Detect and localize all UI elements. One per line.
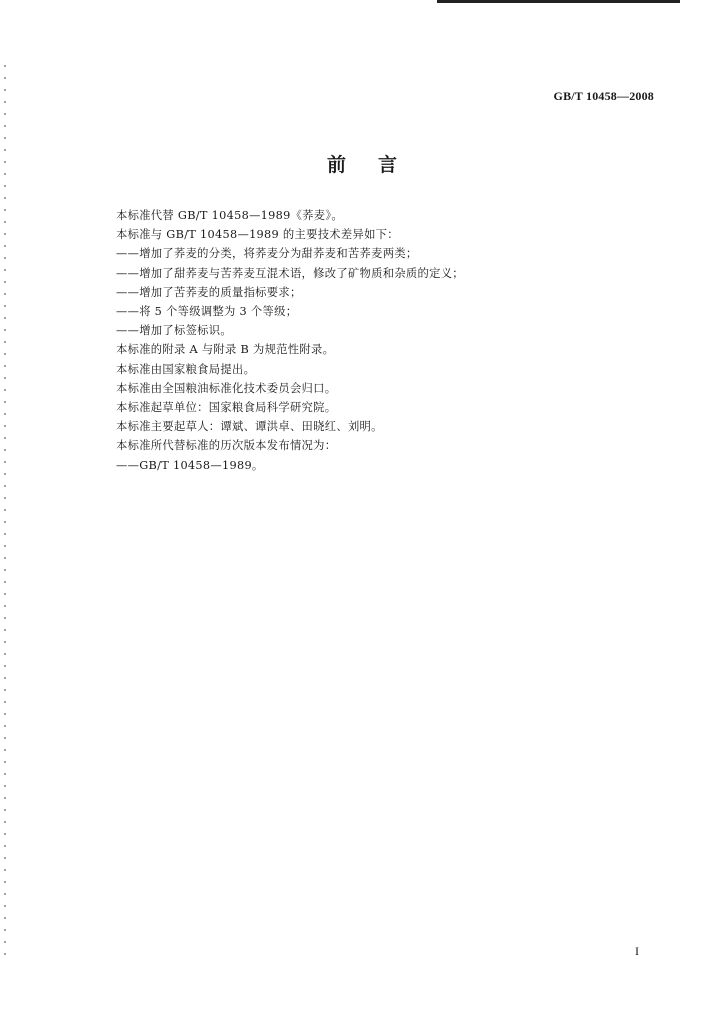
title-char-2: 言 — [378, 154, 398, 176]
list-item-labeling: ——增加了标签标识。 — [116, 324, 232, 338]
list-item-classification: ——增加了荞麦的分类，将荞麦分为甜荞麦和苦荞麦两类； — [116, 247, 418, 261]
list-item-terms: ——增加了甜荞麦与苦荞麦互混术语，修改了矿物质和杂质的定义； — [116, 266, 464, 280]
standard-number: GB/T 10458—2008 — [553, 89, 654, 103]
paragraph-drafters: 本标准主要起草人：谭斌、谭洪卓、田晓红、刘明。 — [116, 420, 383, 434]
list-item-quality: ——增加了苦荞麦的质量指标要求； — [116, 285, 302, 299]
title-char-1: 前 — [326, 154, 346, 176]
list-item-history: ——GB/T 10458—1989。 — [116, 458, 264, 472]
paragraph-under-jurisdiction: 本标准由全国粮油标准化技术委员会归口。 — [116, 381, 337, 395]
paragraph-replaces: 本标准代替 GB/T 10458—1989《荞麦》。 — [116, 209, 343, 222]
binding-dots — [4, 60, 6, 960]
paragraph-proposed-by: 本标准由国家粮食局提出。 — [116, 362, 256, 376]
page-number: I — [635, 944, 639, 958]
list-item-grades: ——将 5 个等级调整为 3 个等级； — [116, 305, 298, 319]
page-title — [0, 150, 724, 177]
paragraph-annexes: 本标准的附录 A 与附录 B 为规范性附录。 — [116, 343, 335, 357]
paragraph-history-intro: 本标准所代替标准的历次版本发布情况为： — [116, 439, 337, 453]
paragraph-differences-intro: 本标准与 GB/T 10458—1989 的主要技术差异如下： — [116, 228, 399, 242]
paragraph-drafting-organization: 本标准起草单位：国家粮食局科学研究院。 — [116, 401, 337, 415]
scan-edge-mark — [437, 0, 680, 3]
foreword-body — [116, 206, 676, 475]
